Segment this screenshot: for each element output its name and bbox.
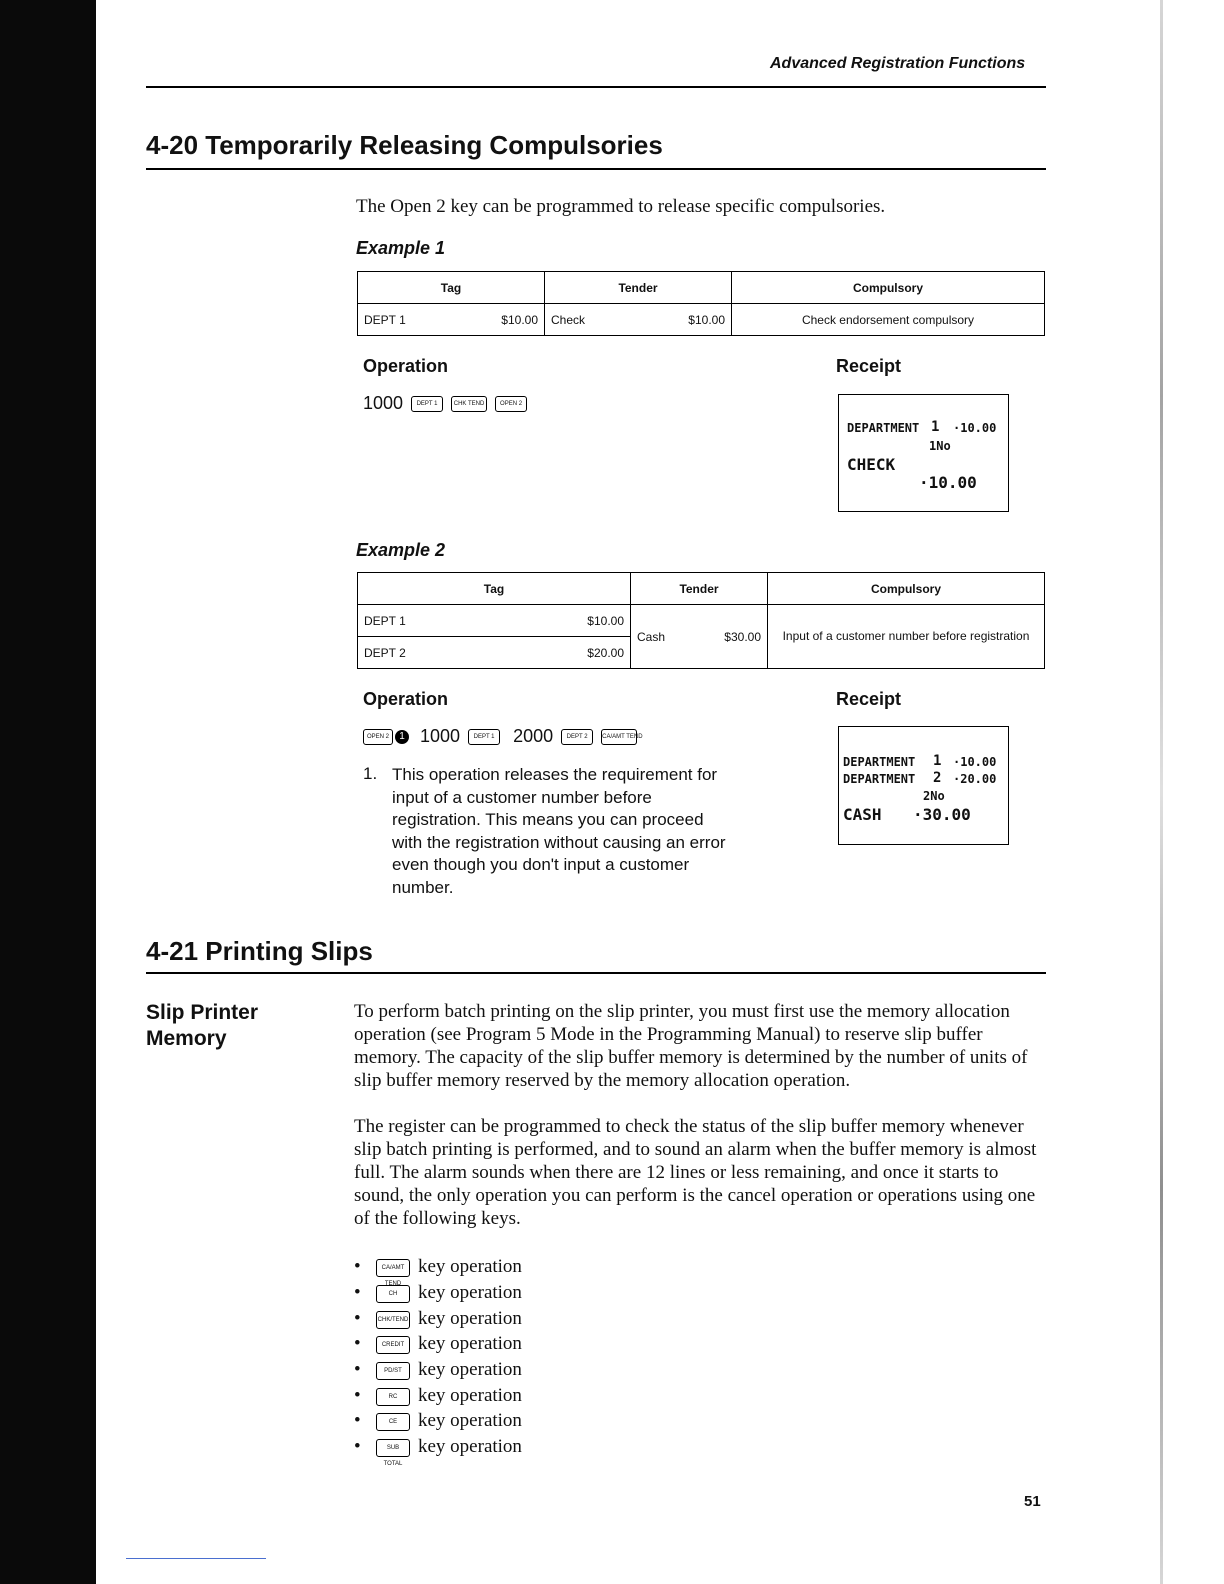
paragraph-2: The register can be programmed to check the status of the slip buffer memory whenever slip batch printing is performed, and to sound an alarm when the buffer memory is almost full. The alarm sounds when there are 12 lines or less remaining, and once it starts to sound, the only operation you can perform is the cancel operation or operations using one of the following keys. xyxy=(354,1116,1037,1229)
list-item: • CH key operation xyxy=(354,1282,522,1303)
col-tag: Tag xyxy=(358,573,631,605)
dept-2-key-icon: DEPT 2 xyxy=(561,729,593,745)
table-row xyxy=(358,304,1045,336)
note-text: This operation releases the requirement for input of a customer number before registration. This means you can proceed with the registration without causing an error even though you don't input a customer number. xyxy=(392,765,726,897)
cash-amount-tender-key-icon: CA/AMT TEND xyxy=(601,729,637,745)
page-number: 51 xyxy=(1024,1493,1041,1510)
subtotal-key-icon: SUB TOTAL xyxy=(376,1439,410,1457)
section-title-4-21: 4-21 Printing Slips xyxy=(146,936,373,966)
operation-label-2: Operation xyxy=(363,689,449,709)
table-row xyxy=(358,605,1045,637)
paid-out-key-icon: PD/ST xyxy=(376,1362,410,1380)
dept-1-key-icon: DEPT 1 xyxy=(411,396,443,412)
tag-cell: DEPT 1 $10.00 xyxy=(358,605,631,637)
col-tender: Tender xyxy=(545,272,732,304)
open-2-key-icon: OPEN 2 xyxy=(495,396,527,412)
tag-cell: DEPT 2 $20.00 xyxy=(358,637,631,669)
dept-1-key-icon: DEPT 1 xyxy=(468,729,500,745)
clear-error-key-icon: CE xyxy=(376,1413,410,1431)
list-item: • RC key operation xyxy=(354,1385,522,1406)
footer-line xyxy=(126,1558,266,1559)
list-item: • SUB TOTALkey operation xyxy=(354,1436,522,1467)
example-1-label: Example 1 xyxy=(356,238,446,258)
slip-printer-memory-heading: Slip Printer Memory xyxy=(146,1001,259,1050)
section-rule xyxy=(146,168,1046,170)
example-2-table xyxy=(357,572,1045,669)
receipt-label-1: Receipt xyxy=(836,356,902,376)
compulsory-cell: Input of a customer number before registration xyxy=(768,605,1045,669)
receipt-label-2: Receipt xyxy=(836,689,902,709)
note-number: 1. xyxy=(363,764,378,783)
tender-cell: Check $10.00 xyxy=(545,304,732,336)
cash-amount-tender-key-icon: CA/AMT TEND xyxy=(376,1259,410,1277)
example-2-label: Example 2 xyxy=(356,540,446,560)
running-header: Advanced Registration Functions xyxy=(770,55,1026,72)
col-compulsory: Compulsory xyxy=(732,272,1045,304)
binding-edge xyxy=(0,0,96,1584)
list-item: • PD/ST key operation xyxy=(354,1359,522,1380)
charge-key-icon: CH xyxy=(376,1285,410,1303)
example-1-table xyxy=(357,271,1045,336)
tender-cell: Cash $30.00 xyxy=(631,605,768,669)
paragraph-1: To perform batch printing on the slip printer, you must first use the memory allocation operation (see Program 5 Mode in the Programming Manual) to reserve slip buffer memory. The capacity of the slip buffer memory is determined by the number of units of slip buffer memory reserved by the memory allocation operation. xyxy=(354,1001,1028,1091)
col-tender: Tender xyxy=(631,573,768,605)
credit-key-icon: CREDIT xyxy=(376,1336,410,1354)
check-tender-key-icon: CHK/TEND xyxy=(376,1311,410,1329)
page-edge xyxy=(1160,0,1163,1584)
step-1-marker: 1 xyxy=(395,730,409,744)
amount-entry: 1000 xyxy=(363,393,404,413)
operation-sequence-1 xyxy=(363,393,527,414)
compulsory-cell: Check endorsement compulsory xyxy=(732,304,1045,336)
list-item: • CHK/TEND key operation xyxy=(354,1308,522,1329)
received-on-account-key-icon: RC xyxy=(376,1388,410,1406)
open-2-key-icon: OPEN 2 xyxy=(363,729,393,745)
list-item: • CREDIT key operation xyxy=(354,1333,522,1354)
col-tag: Tag xyxy=(358,272,545,304)
receipt-1: DEPARTMENT 1 ·10.00 1No CHECK ·10.00 xyxy=(838,394,1009,512)
list-item: • CE key operation xyxy=(354,1410,522,1431)
amount-entry-1000: 1000 xyxy=(420,726,461,746)
list-item: • CA/AMT TENDkey operation xyxy=(354,1256,522,1287)
receipt-2: DEPARTMENT 1 ·10.00 DEPARTMENT 2 ·20.00 2No CASH ·30.00 xyxy=(838,726,1009,845)
intro-text: The Open 2 key can be programmed to release specific compulsories. xyxy=(356,196,886,217)
section-rule xyxy=(146,972,1046,974)
operation-sequence-2 xyxy=(363,726,643,747)
section-title-4-20: 4-20 Temporarily Releasing Compulsories xyxy=(146,130,663,160)
check-tender-key-icon: CHK TEND xyxy=(451,396,487,412)
tag-cell: DEPT 1 $10.00 xyxy=(358,304,545,336)
header-rule xyxy=(146,86,1046,88)
operation-label-1: Operation xyxy=(363,356,449,376)
col-compulsory: Compulsory xyxy=(768,573,1045,605)
amount-entry-2000: 2000 xyxy=(513,726,554,746)
